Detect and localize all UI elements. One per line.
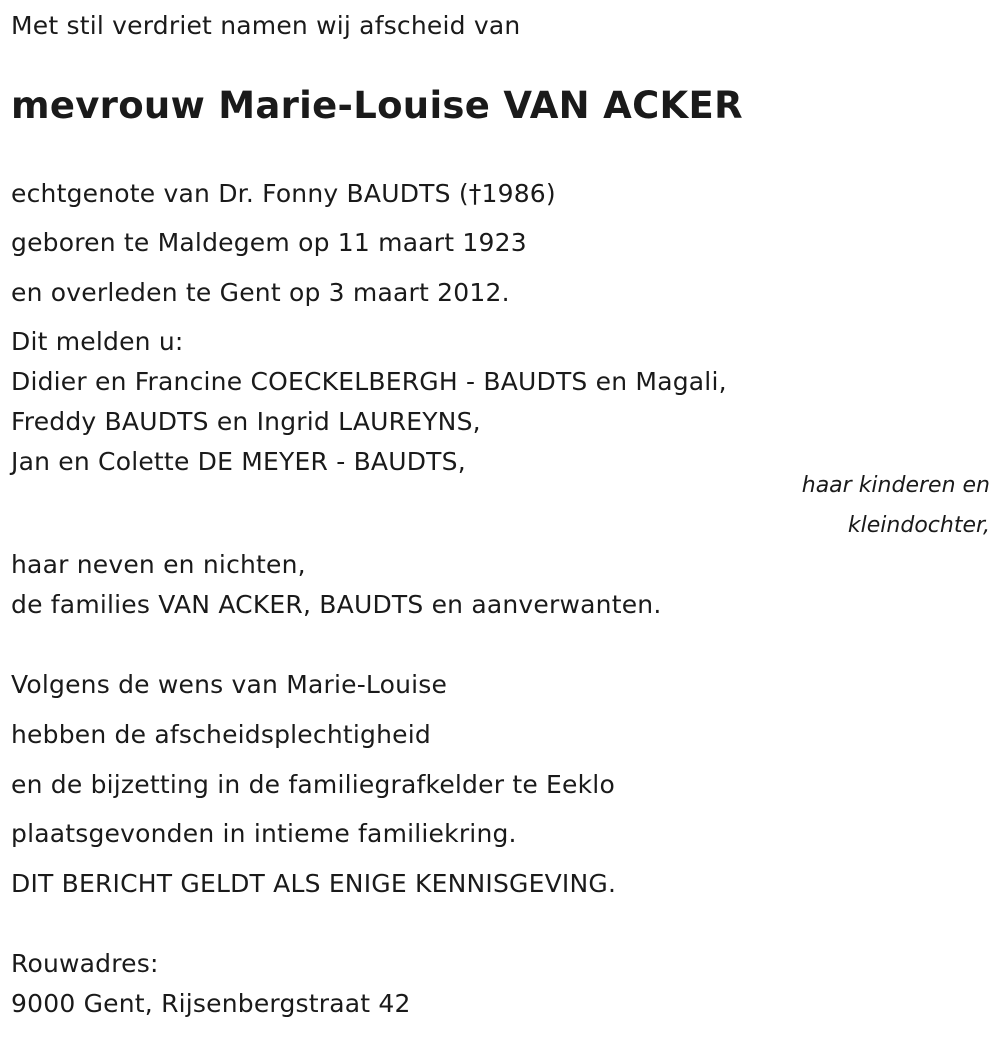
relatives-line: haar neven en nichten, xyxy=(11,550,306,579)
wish-line: Volgens de wens van Marie-Louise xyxy=(11,670,448,699)
address-label: Rouwadres: xyxy=(11,949,159,978)
children-role-line: kleindochter, xyxy=(847,513,990,538)
children-line: Jan en Colette DE MEYER - BAUDTS, xyxy=(11,447,466,476)
deceased-name: mevrouw Marie-Louise VAN ACKER xyxy=(11,84,743,127)
birth-line: geboren te Maldegem op 11 maart 1923 xyxy=(11,228,527,257)
children-line: Freddy BAUDTS en Ingrid LAUREYNS, xyxy=(11,407,481,436)
notice-line: DIT BERICHT GELDT ALS ENIGE KENNISGEVING. xyxy=(11,869,617,898)
announcers-heading: Dit melden u: xyxy=(11,327,184,356)
children-role-line: haar kinderen en xyxy=(801,473,990,498)
wish-line: plaatsgevonden in intieme familiekring. xyxy=(11,819,517,848)
wish-line: hebben de afscheidsplechtigheid xyxy=(11,720,431,749)
death-line: en overleden te Gent op 3 maart 2012. xyxy=(11,278,510,307)
spouse-line: echtgenote van Dr. Fonny BAUDTS (†1986) xyxy=(11,179,556,208)
children-line: Didier en Francine COECKELBERGH - BAUDTS en Magali, xyxy=(11,367,727,396)
address-line: 9000 Gent, Rijsenbergstraat 42 xyxy=(11,989,411,1018)
wish-line: en de bijzetting in de familiegrafkelder te Eeklo xyxy=(11,770,615,799)
intro-text: Met stil verdriet namen wij afscheid van xyxy=(11,11,521,40)
relatives-line: de families VAN ACKER, BAUDTS en aanverwanten. xyxy=(11,590,662,619)
